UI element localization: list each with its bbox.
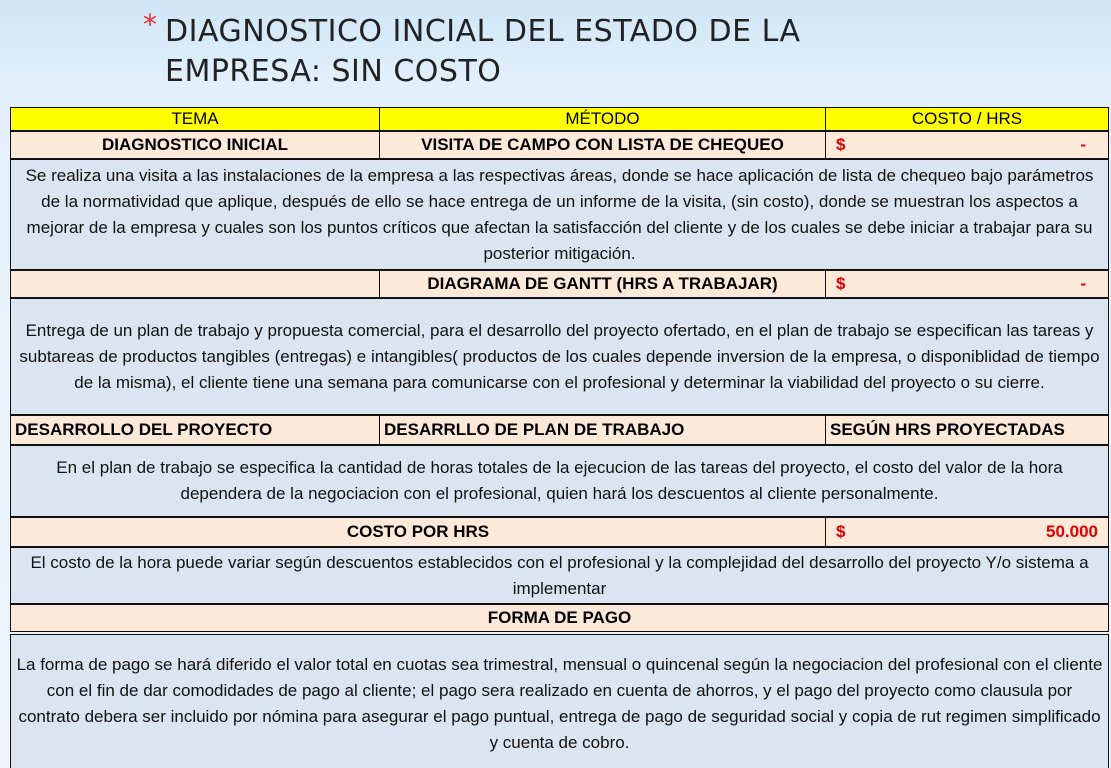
table-row-diagnostico [10,131,1109,159]
row2-tema [11,271,380,297]
title-line-2: EMPRESA: SIN COSTO [165,54,502,89]
row4-currency: $ [836,522,846,541]
description-forma-pago [10,634,1109,768]
description-diagnostico [10,159,1109,270]
row4-amount: 50.000 [1046,522,1098,541]
row3-tema: DESARROLLO DEL PROYECTO [11,416,380,444]
row1-metodo: VISITA DE CAMPO CON LISTA DE CHEQUEO [380,132,826,158]
row4-label: COSTO POR HRS [11,518,826,546]
table-header-row [10,107,1109,131]
asterisk-bullet-icon: * [143,8,157,41]
desc1-text: Se realiza una visita a las instalaciones de la empresa a las respectivas áreas, donde se hace aplicación de lista de chequeo bajo parámetros de la normatividad que aplique, después de ello se hace entrega de un informe de la visita, (sin costo), donde se muestran los aspectos a mejorar de la empresa y cuales son los puntos críticos que afectan la satisfacción del cliente y de los cuales se debe iniciar a trabajar para su posterior mitigación. [25,165,1094,263]
header-tema: TEMA [11,108,380,130]
row3-costo: SEGÚN HRS PROYECTADAS [830,420,1065,439]
description-gantt [10,298,1109,415]
row1-currency: $ [836,135,846,154]
desc2-text: Entrega de un plan de trabajo y propuesta comercial, para el desarrollo del proyecto ofertado, en el plan de trabajo se especifican las tareas y subtareas de productos tangibles (entregas) e intangibles( productos de los cuales depende inversion de la empresa, o disponiblidad de tiempo de la misma), el cliente tiene una semana para comunicarse con el profesional y determinar la viabilidad del proyecto o su cierre. [19,320,1100,392]
row3-metodo: DESARRLLO DE PLAN DE TRABAJO [380,416,826,444]
page-title [165,12,925,92]
title-line-1: DIAGNOSTICO INCIAL DEL ESTADO DE LA [165,14,801,49]
row2-costo [826,271,1108,297]
desc3-text: En el plan de trabajo se especifica la cantidad de horas totales de la ejecucion de las tareas del proyecto, el costo del valor de la hora dependera de la negociacion con el profesional, quien hará los descuentos al cliente personalmente. [56,458,1063,503]
table-row-forma-pago [10,604,1109,632]
row2-metodo: DIAGRAMA DE GANTT (HRS A TRABAJAR) [380,271,826,297]
desc4-text: El costo de la hora puede variar según descuentos establecidos con el profesional y la complejidad del desarrollo del proyecto Y/o sistema a implementar [30,552,1089,598]
header-costo: COSTO / HRS [911,109,1023,128]
row1-costo [826,132,1108,158]
table-row-gantt [10,270,1109,298]
row2-amount: - [1080,274,1086,293]
table-row-costo-hrs [10,517,1109,547]
row2-currency: $ [836,274,846,293]
row5-label: FORMA DE PAGO [487,608,632,627]
desc5-text: La forma de pago se hará diferido el valor total en cuotas sea trimestral, mensual o quincenal según la negociacion del profesional con el cliente con el fin de dar comodidades de pago al cliente; el pago sera realizado en cuenta de ahorros, y el pago del proyecto como clausula por contrato debera ser incluido por nómina para asegurar el pago puntual, entrega de pago de seguridad social y copia de rut regimen simplificado y cuenta de cobro. [16,654,1103,752]
description-desarrollo [10,445,1109,517]
row1-amount: - [1080,135,1086,154]
row4-costo [826,518,1108,546]
table-row-desarrollo [10,415,1109,445]
header-metodo: MÉTODO [380,108,826,130]
description-costo-hrs [10,547,1109,604]
row1-tema: DIAGNOSTICO INICIAL [11,132,380,158]
